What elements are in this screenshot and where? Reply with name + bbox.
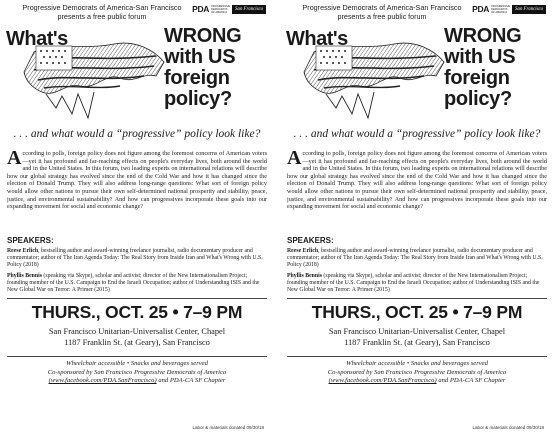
flyer-left	[4, 0, 270, 432]
divider	[287, 298, 547, 299]
speaker-1-desc: , bestselling author and award-winning freelance journalist, radio documentary producer and commentator; author of The Iran Agenda Today: The Real Story from Inside Iran and What's Wrong with U.S. Policy (2018)	[287, 248, 543, 268]
venue	[284, 326, 550, 348]
header-line2: presents a free public forum	[337, 12, 427, 21]
hero	[284, 26, 550, 126]
footer-line1: Wheelchair accessible • Snacks and beverages served	[346, 360, 488, 367]
header-text	[4, 3, 200, 21]
headline-line3: foreign	[164, 67, 230, 89]
venue-line2: 1187 Franklin St. (at Geary), San Francisco	[344, 338, 490, 347]
footer-line2: Co-sponsored by San Francisco Progressive Democrats of America	[327, 368, 507, 376]
speaker-1	[7, 248, 267, 269]
footer-line2: Co-sponsored by San Francisco Progressive Democrats of America	[47, 368, 227, 376]
hero	[4, 26, 270, 126]
speaker-1-name: Reese Erlich	[7, 248, 39, 254]
speaker-2-desc: (speaking via Skype), scholar and activist; director of the New Internationalism Project; founding member of the U.S. Campaign to End the Israeli Occupation; author of Understanding ISIS and the New Global War on Terror: A Primer (2015)	[7, 273, 260, 293]
intro-paragraph	[7, 147, 267, 234]
facebook-link[interactable]: (www.facebook.com/PDA.SanFrancisco)	[328, 377, 437, 384]
venue-line2: 1187 Franklin St. (at Geary), San Francisco	[64, 338, 210, 347]
headline-line1: WRONG	[444, 25, 522, 47]
intro-text: ccording to polls, foreign policy does not figure among the foremost concerns of American voters—yet it has profound and far-reaching effects on people's everyday lives, both around the world and in the United States. In this forum, two leading experts on international relations will describe how our global strategy has evolved since the end of the Cold War and how it has changed since the election of Donald Trump. They will also address long-range questions: What sort of foreign policy would allow other nations to pursue their own self-determined national prosperity and stability, peace, justice, and environmental sustainability? And how can progressives incorporate these goals into our expanding movement for social and economic change?	[7, 150, 267, 211]
headline-line1: WRONG	[164, 25, 242, 47]
event-datetime: THURS., OCT. 25 • 7–9 PM	[311, 302, 523, 322]
flyer-header	[4, 0, 270, 26]
speaker-2	[7, 273, 267, 294]
subhead: . . . and what would a “progressive” policy look like?	[293, 128, 541, 140]
headline-line4: policy?	[164, 88, 232, 110]
header-line1: Progressive Democrats of America-San Francisco	[22, 3, 182, 12]
headline-main	[164, 26, 241, 110]
speaker-2-name: Phyllis Bennis	[287, 273, 322, 279]
footer	[284, 360, 550, 386]
headline-whats: What's	[286, 28, 348, 50]
headline-line2: with US	[164, 46, 236, 68]
speakers-title: SPEAKERS:	[287, 236, 334, 245]
subhead: . . . and what would a “progressive” policy look like?	[13, 128, 261, 140]
divider	[287, 356, 547, 357]
logos	[472, 4, 546, 14]
pda-logo-mark: PDA	[192, 4, 210, 14]
pda-logo-mark: PDA	[472, 4, 490, 14]
intro-paragraph	[287, 147, 547, 234]
flyer-header	[284, 0, 550, 26]
pda-logo-text: PROGRESSIVE DEMOCRATS OF AMERICA	[211, 4, 231, 14]
header-text	[284, 3, 480, 21]
headline-whats: What's	[6, 28, 68, 50]
headline-line3: foreign	[444, 67, 510, 89]
speaker-1-desc: , bestselling author and award-winning freelance journalist, radio documentary producer and commentator; author of The Iran Agenda Today: The Real Story from Inside Iran and What's Wrong with U.S. Policy (2018)	[7, 248, 263, 268]
speaker-2	[287, 273, 547, 294]
pda-logo	[192, 4, 229, 14]
intro-text: ccording to polls, foreign policy does not figure among the foremost concerns of American voters—yet it has profound and far-reaching effects on people's everyday lives, both around the world and in the United States. In this forum, two leading experts on international relations will describe how our global strategy has evolved since the end of the Cold War and how it has changed since the election of Donald Trump. They will also address long-range questions: What sort of foreign policy would allow other nations to pursue their own self-determined national prosperity and stability, peace, justice, and environmental sustainability? And how can progressives incorporate these goals into our expanding movement for social and economic change?	[287, 150, 547, 211]
donation-note: Labor & materials donated 09/30/18	[192, 425, 264, 430]
speaker-1-name: Reese Erlich	[287, 248, 319, 254]
speakers-title: SPEAKERS:	[7, 236, 54, 245]
facebook-link[interactable]: (www.facebook.com/PDA.SanFrancisco)	[48, 377, 157, 384]
venue-line1: San Francisco Unitarian-Universalist Center, Chapel	[328, 327, 506, 336]
speaker-2-desc: (speaking via Skype), scholar and activist; director of the New Internationalism Project; founding member of the U.S. Campaign to End the Israeli Occupation; author of Understanding ISIS and the New Global War on Terror: A Primer (2015)	[287, 273, 540, 293]
speaker-2-name: Phyllis Bennis	[7, 273, 42, 279]
venue	[4, 326, 270, 348]
header-line1: Progressive Democrats of America-San Francisco	[302, 3, 462, 12]
footer-line3-tail: and PDA-CA SF Chapter	[436, 377, 506, 384]
headline-line2: with US	[444, 46, 516, 68]
venue-line1: San Francisco Unitarian-Universalist Center, Chapel	[48, 327, 226, 336]
sf-logo: San Francisco	[512, 5, 546, 14]
sf-logo: San Francisco	[232, 5, 266, 14]
logos	[192, 4, 266, 14]
pda-logo-text: PROGRESSIVE DEMOCRATS OF AMERICA	[491, 4, 511, 14]
speaker-1	[287, 248, 547, 269]
footer	[4, 360, 270, 386]
dropcap: A	[7, 147, 22, 169]
header-line2: presents a free public forum	[57, 12, 147, 21]
flyer-right	[284, 0, 550, 432]
footer-line1: Wheelchair accessible • Snacks and beverages served	[66, 360, 208, 367]
pda-logo	[472, 4, 509, 14]
event-datetime: THURS., OCT. 25 • 7–9 PM	[31, 302, 243, 322]
divider	[7, 356, 267, 357]
headline-line4: policy?	[444, 88, 512, 110]
dropcap: A	[287, 147, 302, 169]
footer-line3-tail: and PDA-CA SF Chapter	[156, 377, 226, 384]
donation-note: Labor & materials donated 09/30/18	[472, 425, 544, 430]
headline-main	[444, 26, 521, 110]
divider	[7, 298, 267, 299]
